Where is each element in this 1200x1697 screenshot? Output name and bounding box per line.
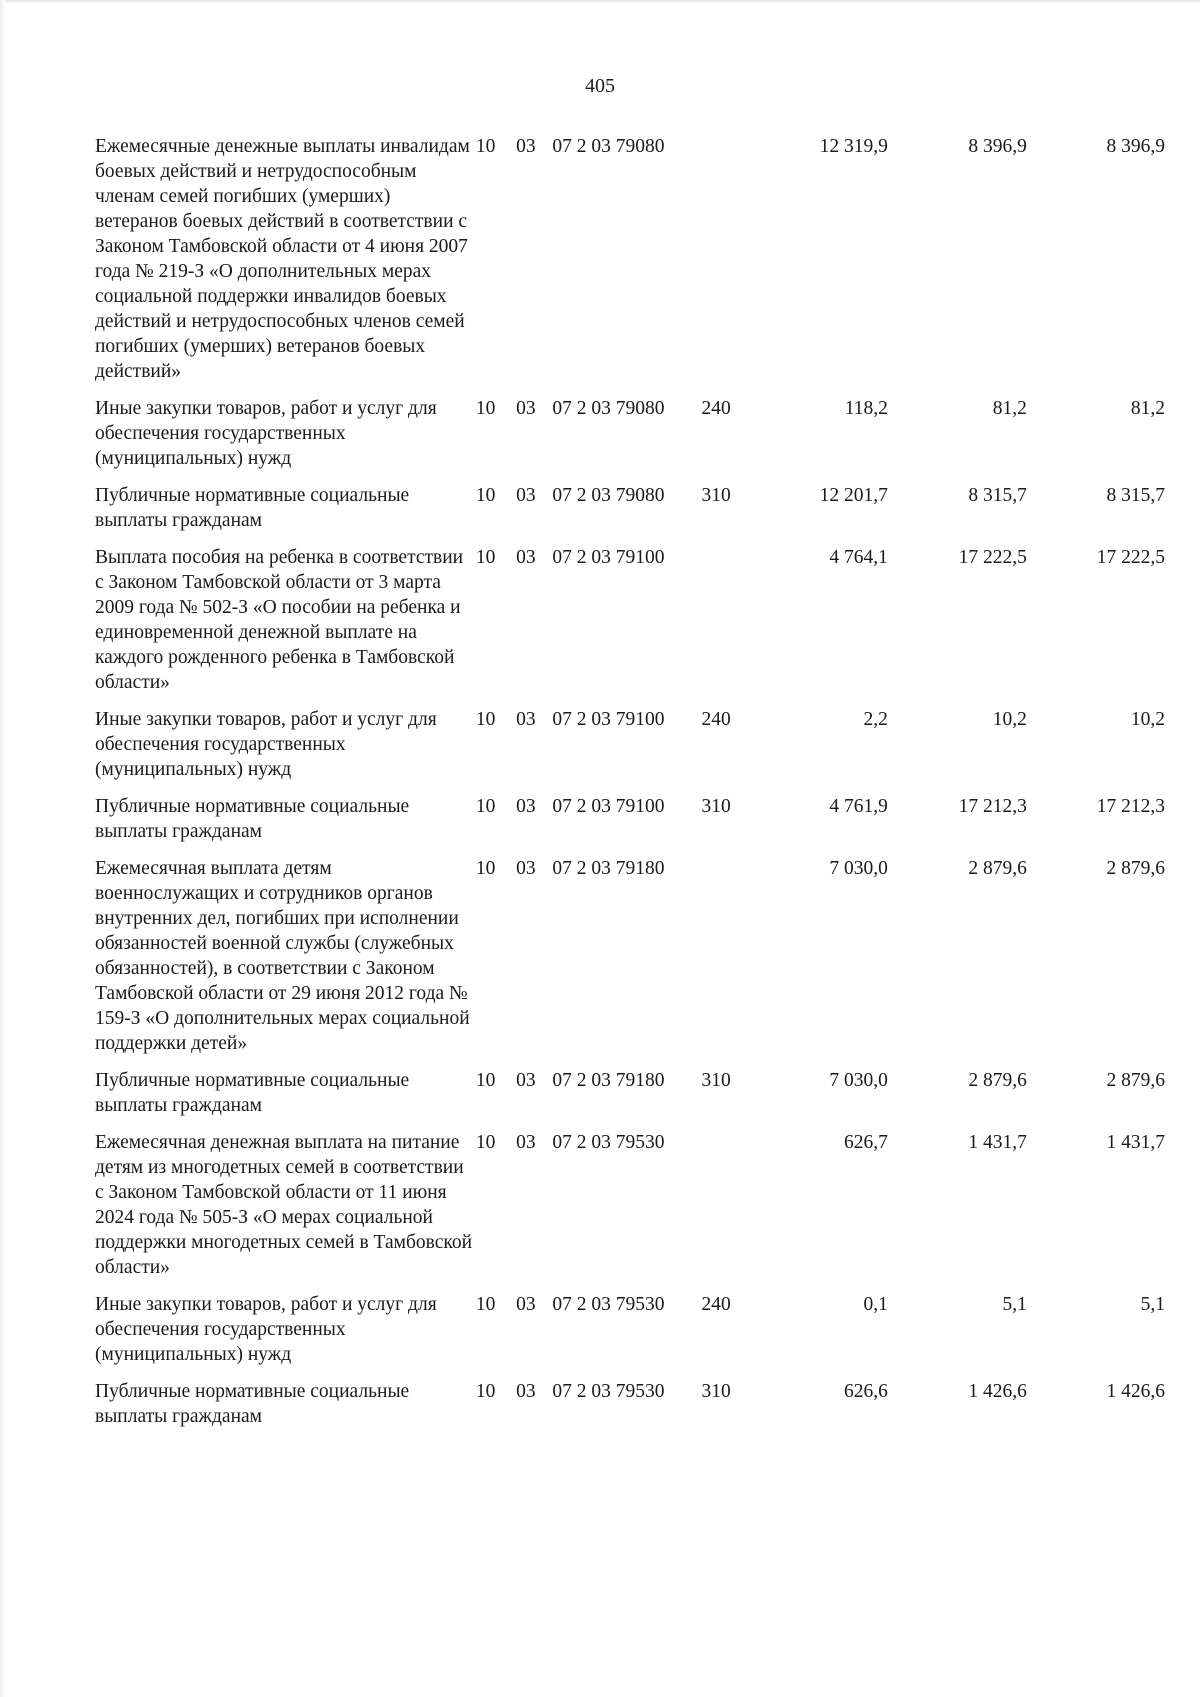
row-expense-type: 240 [701,709,731,730]
row-section-code: 10 [475,136,496,157]
table-row [95,794,1165,856]
row-amount-1: 0,1 [863,1294,888,1315]
row-amount-3: 2 879,6 [1106,1070,1165,1091]
row-amount-2: 81,2 [992,398,1027,419]
row-amount-3: 81,2 [1130,398,1165,419]
row-section-code: 10 [475,796,496,817]
row-target-article: 07 2 03 79080 [552,398,665,419]
row-amount-1: 12 201,7 [819,485,888,506]
row-amount-3: 10,2 [1130,709,1165,730]
row-target-article: 07 2 03 79100 [552,547,665,568]
row-name: Иные закупки товаров, работ и услуг для обеспечения государственных (муниципальных) нужд [95,709,437,780]
budget-table [95,134,1165,1441]
row-subsection-code: 03 [516,398,536,419]
row-amount-2: 10,2 [992,709,1027,730]
row-amount-2: 8 315,7 [968,485,1027,506]
row-name: Иные закупки товаров, работ и услуг для обеспечения государственных (муниципальных) нужд [95,1294,437,1365]
table-row [95,1379,1165,1441]
row-target-article: 07 2 03 79530 [552,1294,665,1315]
row-name: Иные закупки товаров, работ и услуг для обеспечения государственных (муниципальных) нужд [95,398,437,469]
table-row [95,545,1165,707]
row-amount-2: 1 426,6 [968,1381,1027,1402]
row-target-article: 07 2 03 79080 [552,485,665,506]
row-name: Публичные нормативные социальные выплаты гражданам [95,1381,410,1427]
row-expense-type: 310 [701,1070,731,1091]
row-amount-2: 2 879,6 [968,858,1027,879]
row-subsection-code: 03 [516,1132,536,1153]
row-amount-2: 8 396,9 [968,136,1027,157]
row-target-article: 07 2 03 79080 [552,136,665,157]
row-amount-3: 2 879,6 [1106,858,1165,879]
row-name: Публичные нормативные социальные выплаты гражданам [95,485,410,531]
row-amount-3: 1 426,6 [1106,1381,1165,1402]
table-row [95,707,1165,794]
scan-edge-left [0,0,5,1697]
row-amount-1: 7 030,0 [829,858,888,879]
row-expense-type [702,545,762,707]
row-amount-1: 7 030,0 [829,1070,888,1091]
page-number: 405 [585,75,615,97]
row-section-code: 10 [475,1381,496,1402]
row-name: Выплата пособия на ребенка в соответствии с Законом Тамбовской области от 3 марта 2009 года № 502-З «О пособии на ребенка и единовременной денежной выплате на каждого рожденного ребенка в Тамбовской области» [95,547,464,693]
table-row [95,1130,1165,1292]
row-amount-2: 17 212,3 [958,796,1027,817]
row-amount-1: 118,2 [844,398,888,419]
row-section-code: 10 [475,547,496,568]
row-subsection-code: 03 [516,858,536,879]
row-target-article: 07 2 03 79530 [552,1381,665,1402]
row-subsection-code: 03 [516,1070,536,1091]
row-amount-1: 12 319,9 [819,136,888,157]
row-section-code: 10 [475,1294,496,1315]
row-expense-type [702,1130,762,1292]
row-subsection-code: 03 [516,796,536,817]
row-subsection-code: 03 [516,136,536,157]
row-target-article: 07 2 03 79100 [552,796,665,817]
row-amount-1: 2,2 [863,709,888,730]
row-target-article: 07 2 03 79100 [552,709,665,730]
row-amount-3: 8 396,9 [1106,136,1165,157]
row-section-code: 10 [475,485,496,506]
row-subsection-code: 03 [516,1381,536,1402]
row-amount-1: 626,6 [844,1381,888,1402]
row-amount-3: 1 431,7 [1106,1132,1165,1153]
row-section-code: 10 [475,1070,496,1091]
row-target-article: 07 2 03 79180 [552,1070,665,1091]
row-name: Публичные нормативные социальные выплаты гражданам [95,796,410,842]
row-expense-type [702,134,762,396]
row-subsection-code: 03 [516,547,536,568]
row-amount-3: 5,1 [1140,1294,1165,1315]
row-target-article: 07 2 03 79530 [552,1132,665,1153]
row-section-code: 10 [475,709,496,730]
row-amount-3: 8 315,7 [1106,485,1165,506]
table-row [95,483,1165,545]
row-expense-type: 310 [701,485,731,506]
row-subsection-code: 03 [516,485,536,506]
row-amount-3: 17 212,3 [1096,796,1165,817]
row-subsection-code: 03 [516,1294,536,1315]
table-row [95,396,1165,483]
row-section-code: 10 [475,858,496,879]
row-name: Ежемесячные денежные выплаты инвалидам боевых действий и нетрудоспособным членам семей погибших (умерших) ветеранов боевых действий в соответствии с Законом Тамбовской области от 4 июня 2007 года № 219-З «О дополнительных мерах социальной поддержки инвалидов боевых действий и нетрудоспособных членов семей погибших (умерших) ветеранов боевых действий» [95,136,470,382]
row-amount-2: 17 222,5 [958,547,1027,568]
row-amount-3: 17 222,5 [1096,547,1165,568]
row-name: Ежемесячная денежная выплата на питание детям из многодетных семей в соответствии с Законом Тамбовской области от 11 июня 2024 года № 505-З «О мерах социальной поддержки многодетных семей в Тамбовской области» [95,1132,473,1278]
row-target-article: 07 2 03 79180 [552,858,665,879]
table-row [95,856,1165,1068]
row-name: Публичные нормативные социальные выплаты гражданам [95,1070,410,1116]
row-expense-type: 310 [701,796,731,817]
table-row [95,1068,1165,1130]
row-section-code: 10 [475,398,496,419]
row-amount-1: 626,7 [844,1132,888,1153]
row-amount-1: 4 761,9 [829,796,888,817]
row-amount-2: 2 879,6 [968,1070,1027,1091]
row-name: Ежемесячная выплата детям военнослужащих и сотрудников органов внутренних дел, погибших при исполнении обязанностей военной службы (служебных обязанностей), в соответствии с Законом Тамбовской области от 29 июня 2012 года № 159-З «О дополнительных мерах социальной поддержки детей» [95,858,470,1054]
row-expense-type [702,856,762,1068]
row-section-code: 10 [475,1132,496,1153]
row-subsection-code: 03 [516,709,536,730]
row-amount-2: 1 431,7 [968,1132,1027,1153]
table-row [95,1292,1165,1379]
table-row [95,134,1165,396]
row-amount-2: 5,1 [1002,1294,1027,1315]
row-expense-type: 240 [701,1294,731,1315]
row-expense-type: 240 [701,398,731,419]
row-expense-type: 310 [701,1381,731,1402]
row-amount-1: 4 764,1 [829,547,888,568]
scan-edge-top [0,0,1200,4]
